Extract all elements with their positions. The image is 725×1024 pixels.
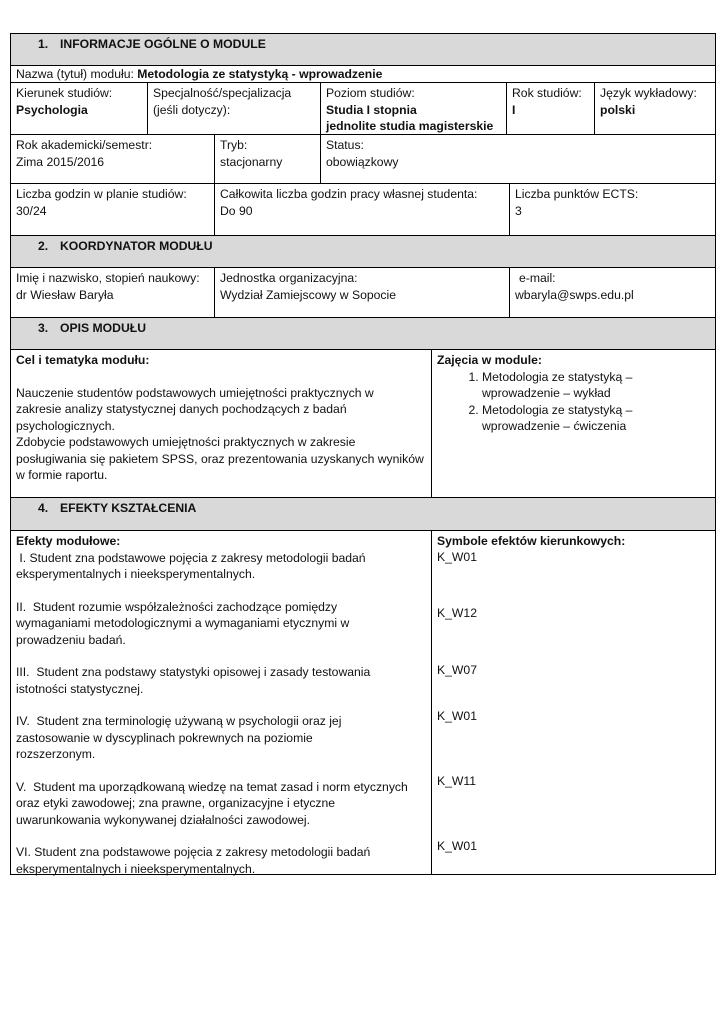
email-label: e-mail: <box>519 271 556 285</box>
study-level-value-2: jednolite studia magisterskie <box>326 119 494 133</box>
section-2-title: KOORDYNATOR MODUŁU <box>60 239 213 253</box>
self-study-hours-value: Do 90 <box>220 203 253 218</box>
section-4-title: EFEKTY KSZTAŁCENIA <box>60 501 197 515</box>
outcomes-row <box>10 531 716 875</box>
status-cell <box>320 135 715 183</box>
outcome-item: V. Student ma uporządkowaną wiedzę na temat zasad i norm etycznych oraz etyki zawodowej; zna prawne, organizacyjne i etyczne uwarunkowania wykonywanej działalności zawodowej. <box>16 779 408 827</box>
symbol-code: K_W01 <box>437 839 477 853</box>
mode-cell <box>214 135 320 183</box>
email-cell <box>509 268 715 317</box>
organizational-unit-cell <box>214 268 509 317</box>
section-2-header <box>10 236 716 268</box>
study-info-row <box>10 83 716 135</box>
goals-line: psychologicznych. <box>16 418 115 433</box>
planned-hours-label: Liczba godzin w planie studiów: <box>16 187 187 201</box>
planned-hours-cell <box>11 184 214 235</box>
module-name-row <box>10 66 716 83</box>
symbols-label: Symbole efektów kierunkowych: <box>437 534 626 548</box>
class-item: 2. Metodologia ze statystyką – wprowadzenie – ćwiczenia <box>482 402 710 435</box>
goals-line: Nauczenie studentów podstawowych umiejętności praktycznych w <box>16 385 374 400</box>
section-1-number: 1. <box>38 37 49 51</box>
organizational-unit-label: Jednostka organizacyjna: <box>220 271 358 285</box>
status-value: obowiązkowy <box>326 154 399 169</box>
section-3-number: 3. <box>38 321 49 335</box>
study-year-label: Rok studiów: <box>512 86 582 100</box>
class-item: 1. Metodologia ze statystyką – wprowadzenie – wykład <box>482 369 710 402</box>
goals-cell <box>11 350 431 497</box>
coordinator-row <box>10 268 716 318</box>
goals-line: Zdobycie podstawowych umiejętności praktycznych w zakresie <box>16 435 356 449</box>
academic-year-label: Rok akademicki/semestr: <box>16 138 153 152</box>
symbol-code: K_W01 <box>437 550 477 564</box>
language-cell <box>594 83 715 134</box>
goals-line: w formie raportu. <box>16 468 108 482</box>
ects-label: Liczba punktów ECTS: <box>515 187 639 201</box>
section-3-title: OPIS MODUŁU <box>60 321 146 335</box>
outcomes-label: Efekty modułowe: <box>16 534 121 548</box>
symbol-code: K_W01 <box>437 709 477 723</box>
symbols-cell <box>431 531 715 874</box>
specialization-cell <box>147 83 320 134</box>
language-label: Język wykładowy: <box>600 86 697 100</box>
study-level-label: Poziom studiów: <box>326 86 415 100</box>
semester-row <box>10 135 716 184</box>
module-card-table <box>10 33 716 875</box>
symbol-code: K_W12 <box>437 606 477 620</box>
mode-label: Tryb: <box>220 138 248 152</box>
module-name-value: Metodologia ze statystyką - wprowadzenie <box>137 67 383 81</box>
outcomes-cell <box>11 531 431 874</box>
study-level-value-1: Studia I stopnia <box>326 102 417 117</box>
mode-value: stacjonarny <box>220 154 283 169</box>
academic-year-value: Zima 2015/2016 <box>16 154 105 169</box>
hours-row <box>10 184 716 236</box>
study-year-value: I <box>512 102 516 117</box>
email-value: wbaryla@swps.edu.pl <box>515 287 634 302</box>
ects-value: 3 <box>515 203 522 218</box>
status-label: Status: <box>326 138 364 152</box>
field-of-study-value: Psychologia <box>16 102 88 117</box>
academic-year-cell <box>11 135 214 183</box>
self-study-hours-cell <box>214 184 509 235</box>
section-1-title: INFORMACJE OGÓLNE O MODULE <box>60 37 266 51</box>
self-study-hours-label: Całkowita liczba godzin pracy własnej studenta: <box>220 187 478 201</box>
field-of-study-label: Kierunek studiów: <box>16 86 113 100</box>
coordinator-name-label: Imię i nazwisko, stopień naukowy: <box>16 271 200 285</box>
classes-cell <box>431 350 715 497</box>
module-name-label: Nazwa (tytuł) modułu: <box>16 67 138 81</box>
section-2-number: 2. <box>38 239 49 253</box>
symbol-code: K_W11 <box>437 774 477 788</box>
outcome-item: VI. Student zna podstawowe pojęcia z zakresy metodologii badań eksperymentalnych i nieeksperymentalnych. <box>16 845 371 876</box>
study-year-cell <box>506 83 594 134</box>
outcome-item: I. Student zna podstawowe pojęcia z zakresy metodologii badań eksperymentalnych i nieeksperymentalnych. <box>16 550 366 581</box>
classes-list <box>437 369 710 435</box>
organizational-unit-value: Wydział Zamiejscowy w Sopocie <box>220 287 396 302</box>
goals-label: Cel i tematyka modułu: <box>16 353 150 367</box>
classes-label: Zajęcia w module: <box>437 353 542 367</box>
goals-line: zakresie analizy statystycznej danych pochodzących z badań <box>16 402 347 416</box>
section-4-header <box>10 498 716 531</box>
field-of-study-cell <box>11 83 147 134</box>
specialization-label: Specjalność/specjalizacja <box>153 86 292 100</box>
goals-line: posługiwania się pakietem SPSS, oraz prezentowania uzyskanych wyników <box>16 451 424 466</box>
description-row <box>10 350 716 498</box>
section-1-header <box>10 33 716 66</box>
outcome-item: IV. Student zna terminologię używaną w psychologii oraz jej zastosowanie w dyscyplinach pokrewnych na poziomie rozszerzonym. <box>16 714 342 761</box>
specialization-note: (jeśli dotyczy): <box>153 102 231 117</box>
symbol-code: K_W07 <box>437 663 477 677</box>
ects-cell <box>509 184 715 235</box>
outcome-item: III. Student zna podstawy statystyki opisowej i zasady testowania istotności statystycznej. <box>16 665 371 696</box>
study-level-cell <box>320 83 506 134</box>
section-4-number: 4. <box>38 501 49 515</box>
section-3-header <box>10 318 716 350</box>
planned-hours-value: 30/24 <box>16 203 47 218</box>
outcome-item: II. Student rozumie współzależności zachodzące pomiędzy wymaganiami metodologicznymi a wymaganiami etycznymi w prowadzeniu badań. <box>16 599 350 647</box>
coordinator-name-value: dr Wiesław Baryła <box>16 287 114 302</box>
coordinator-name-cell <box>11 268 214 317</box>
language-value: polski <box>600 102 636 117</box>
